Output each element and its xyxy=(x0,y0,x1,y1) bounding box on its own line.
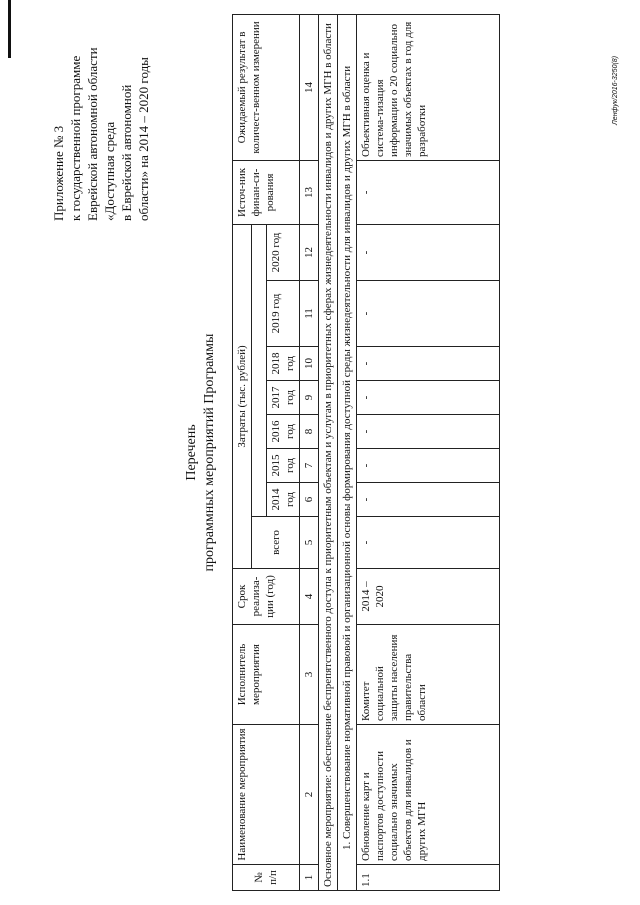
row-2017: - xyxy=(357,381,500,415)
row-name: Обновление карт и паспортов доступности социально значимых объектов для инвалидов и других МГН xyxy=(357,725,500,865)
document-code: Ленфук/2016-3250(8) xyxy=(612,55,619,125)
header-costs: Затраты (тыс. рублей) xyxy=(233,224,252,568)
column-number: 9 xyxy=(300,381,319,415)
table-row xyxy=(357,14,500,890)
row-2019: - xyxy=(357,281,500,347)
appendix-line: области» на 2014 – 2020 годы xyxy=(136,57,151,221)
header-year-2015: 2015 год xyxy=(267,449,300,483)
header-source: Источ-ник финан-си-рования xyxy=(233,160,300,224)
row-2018: - xyxy=(357,347,500,381)
appendix-block xyxy=(50,21,152,221)
header-years-spacer xyxy=(252,224,267,516)
column-number: 1 xyxy=(300,865,319,891)
column-number: 10 xyxy=(300,347,319,381)
column-number: 5 xyxy=(300,517,319,569)
main-activity-row xyxy=(319,14,338,890)
column-number: 3 xyxy=(300,625,319,725)
column-number: 6 xyxy=(300,483,319,517)
row-2016: - xyxy=(357,415,500,449)
column-number: 7 xyxy=(300,449,319,483)
column-number: 13 xyxy=(300,160,319,224)
appendix-line: Приложение № 3 xyxy=(51,125,66,221)
header-term: Срок реализа-ции (год) xyxy=(233,569,300,625)
appendix-line: в Еврейской автономной xyxy=(119,84,134,221)
appendix-line: Еврейской автономной области xyxy=(85,47,100,221)
document-subtitle: программных мероприятий Программы xyxy=(202,333,217,572)
column-number: 11 xyxy=(300,281,319,347)
section-row xyxy=(338,14,357,890)
row-2020: - xyxy=(357,224,500,280)
header-year-2017: 2017 год xyxy=(267,381,300,415)
column-number: 8 xyxy=(300,415,319,449)
header-year-2020: 2020 год xyxy=(267,224,300,280)
column-number-row xyxy=(300,14,319,890)
header-year-2016: 2016 год xyxy=(267,415,300,449)
row-result: Объективная оценка и система-тизация информации о 20 социально значимых объектах в год для разработки xyxy=(357,14,500,160)
header-num: № п/п xyxy=(233,865,300,891)
row-2015: - xyxy=(357,449,500,483)
section-title: 1. Совершенствование нормативной правовой и организационной основы формирования доступной среды жизнедеятельности для инвалидов и других МГН в области xyxy=(338,14,357,890)
row-total: - xyxy=(357,517,500,569)
row-num: 1.1 xyxy=(357,865,500,891)
header-row xyxy=(233,14,252,890)
column-number: 4 xyxy=(300,569,319,625)
header-total: всего xyxy=(252,517,300,569)
row-executor: Комитет социальной защиты населения правительства области xyxy=(357,625,500,725)
column-number: 2 xyxy=(300,725,319,865)
row-term: 2014 – 2020 xyxy=(357,569,500,625)
header-result: Ожидаемый результат в количест-венном измерении xyxy=(233,14,300,160)
appendix-line: к государственной программе xyxy=(68,55,83,221)
column-number: 12 xyxy=(300,224,319,280)
activities-table xyxy=(232,14,500,891)
header-executor: Исполнитель мероприятия xyxy=(233,625,300,725)
main-activity-text: Основное мероприятие: обеспечение беспрепятственного доступа к приоритетным объектам и услугам в приоритетных сферах жизнедеятельности инвалидов и других МГН в области xyxy=(319,14,338,890)
header-year-2014: 2014 год xyxy=(267,483,300,517)
row-2014: - xyxy=(357,483,500,517)
header-name: Наименование мероприятия xyxy=(233,725,300,865)
row-source: - xyxy=(357,160,500,224)
header-year-2018: 2018 год xyxy=(267,347,300,381)
document-title: Перечень xyxy=(184,424,199,481)
column-number: 14 xyxy=(300,14,319,160)
appendix-line: «Доступная среда xyxy=(102,121,117,221)
header-year-2019: 2019 год xyxy=(267,281,300,347)
